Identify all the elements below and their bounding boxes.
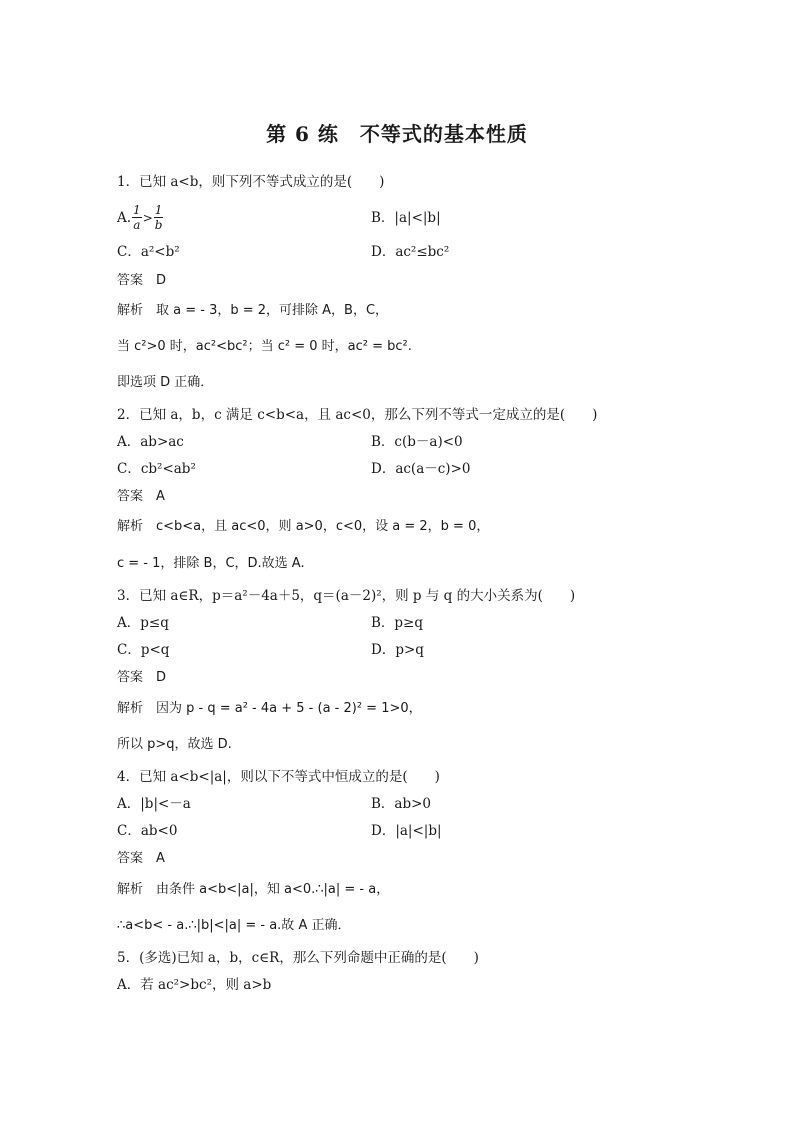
question-3-option-c: C．p<q — [117, 642, 170, 658]
question-4-option-c: C．ab<0 — [117, 823, 178, 839]
question-3-stem: 3．已知 a∈R，p＝a²－4a＋5，q＝(a－2)²，则 p 与 q 的大小关系为( ) — [117, 588, 576, 604]
question-4-option-a: A．|b|<－a — [117, 796, 191, 812]
question-4-stem: 4．已知 a<b<|a|，则以下不等式中恒成立的是( ) — [117, 769, 440, 785]
question-1-option-a — [117, 203, 164, 232]
question-2-option-b: B．c(b－a)<0 — [371, 434, 463, 450]
fraction-1-over-a: $\frac{1}{a}$ — [133, 203, 141, 232]
question-4-answer: 答案 A — [117, 851, 165, 866]
question-2-explanation-line-2: c = - 1，排除 B，C，D.故选 A. — [117, 556, 305, 571]
question-3-answer: 答案 D — [117, 670, 167, 685]
question-1-stem: 1．已知 a<b，则下列不等式成立的是( ) — [117, 174, 385, 190]
question-1-explanation-line-3: 即选项 D 正确． — [117, 375, 214, 390]
question-3-explanation-line-2: 所以 p>q，故选 D. — [117, 737, 232, 752]
question-1-explanation-line-1: 解析 取 a = - 3，b = 2，可排除 A，B，C， — [117, 303, 389, 318]
question-3-option-b: B．p≥q — [371, 615, 424, 631]
fraction-1-over-b: $\frac{1}{b}$ — [154, 203, 163, 232]
question-2-stem: 2．已知 a，b，c 满足 c<b<a，且 ac<0，那么下列不等式一定成立的是( ) — [117, 407, 598, 423]
question-2-option-c: C．cb²<ab² — [117, 461, 196, 477]
question-2-option-a: A．ab>ac — [117, 434, 184, 450]
question-4-option-b: B．ab>0 — [371, 796, 432, 812]
question-3-explanation-line-1: 解析 因为 p - q = a² - 4a + 5 - (a - 2)² = 1>0， — [117, 701, 422, 716]
question-5-option-a: A．若 ac²>bc²，则 a>b — [117, 977, 272, 993]
option-a-label: A. — [117, 209, 132, 226]
page-title: 第 6 练 不等式的基本性质 — [266, 122, 528, 146]
question-1-option-c: C．a²<b² — [117, 244, 180, 260]
question-1-explanation-line-2: 当 c²>0 时，ac²<bc²；当 c² = 0 时，ac² = bc². — [117, 339, 412, 354]
greater-than-sign: > — [142, 210, 153, 225]
question-1-answer: 答案 D — [117, 273, 167, 288]
question-4-explanation-line-2: ∴a<b< - a.∴|b|<|a| = - a.故 A 正确． — [117, 918, 351, 933]
question-2-option-d: D．ac(a－c)>0 — [371, 461, 471, 477]
question-4-explanation-line-1: 解析 由条件 a<b<|a|，知 a<0.∴|a| = - a， — [117, 882, 390, 897]
question-2-answer: 答案 A — [117, 489, 165, 504]
question-3-option-d: D．p>q — [371, 642, 424, 658]
question-1-option-d: D．ac²≤bc² — [371, 244, 450, 260]
question-5-stem: 5．(多选)已知 a，b，c∈R，那么下列命题中正确的是( ) — [117, 950, 479, 966]
question-2-explanation-line-1: 解析 c<b<a，且 ac<0，则 a>0，c<0，设 a = 2，b = 0， — [117, 519, 490, 534]
question-3-option-a: A．p≤q — [117, 615, 169, 631]
question-4-option-d: D．|a|<|b| — [371, 823, 442, 839]
question-1-option-b: B．|a|<|b| — [371, 210, 441, 226]
